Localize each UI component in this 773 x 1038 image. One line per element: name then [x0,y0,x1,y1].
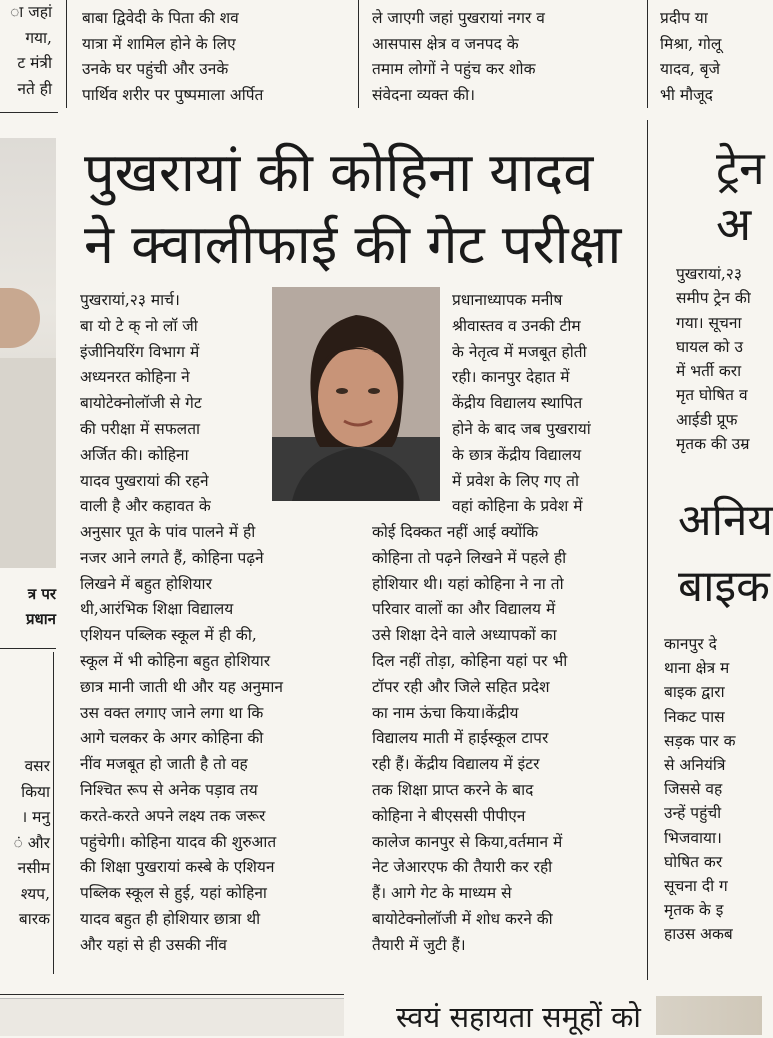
text-line: समीप ट्रेन की [676,289,751,308]
right-text-1 [676,262,762,456]
text-line: जिससे वह [664,780,723,799]
article-line: नेट जेआरएफ की तैयारी कर रही [372,858,553,877]
article-line: पहुंचेगी। कोहिना यादव की शुरुआत [80,832,277,851]
text-line: गया। सूचना [676,313,742,332]
article-line: यादव पुखरायां की रहने [80,471,209,490]
text-line: बाबा द्विवेदी के पिता की शव [82,9,239,27]
headline-line: अ [716,197,752,251]
text-line: सड़क पार क [664,731,736,750]
article-line: नींव मजबूत हो जाती है तो वह [80,755,248,774]
bottom-left-photo-edge [0,998,344,1036]
right-headline-2 [678,488,773,620]
article-line: की परीक्षा में सफलता [80,419,201,438]
article-line: के छात्र केंद्रीय विद्यालय [452,445,582,464]
article-line: बायोटेक्नोलॉजी में शोध करने की [372,909,553,928]
article-headline-line-1: पुखरायां की कोहिना यादव [84,141,594,204]
text-line: श्यप, [20,884,50,903]
text-line: कानपुर दे [664,635,717,653]
headline-line: बाइक [678,561,770,612]
text-line: गया, [25,28,52,47]
top-divider-1 [66,0,67,108]
article-line: बा यो टे क् नो लॉ जी [80,316,198,335]
article-line: का नाम ऊंचा किया।केंद्रीय [372,703,519,722]
text-line: तमाम लोगों ने पहुंच कर शोक [372,60,536,78]
text-line: वसर [24,757,50,775]
top-divider-3 [647,0,648,108]
text-line: थाना क्षेत्र म [664,659,730,678]
left-edge-caption [0,582,56,632]
top-col-2 [82,6,344,108]
article-line: एशियन पब्लिक स्कूल में ही की, [80,626,257,645]
text-line: आईडी प्रूफ [676,410,738,429]
person-portrait-icon [272,287,440,501]
article-line: इंजीनियरिंग विभाग में [80,342,200,361]
text-line: में भर्ती करा [676,362,742,381]
article-line: रही। कानपुर देहात में [452,368,570,387]
bottom-rule-left [0,994,344,995]
text-line: से अनियंत्रि [664,756,726,775]
text-line: निकट पास [664,707,725,726]
article-line: स्कूल में भी कोहिना बहुत होशियार [80,651,271,670]
article-line: की शिक्षा पुखरायां कस्बे के एशियन [80,858,275,877]
article-line: होने के बाद जब पुखरायां [452,419,591,438]
bottom-headline: स्वयं सहायता समूहों को [396,1000,641,1034]
article-line: कोहिना तो पढ़ने लिखने में पहले ही [372,548,567,567]
article-line: विद्यालय माती में हाईस्कूल टापर [372,729,549,748]
article-divider-right [647,120,648,980]
text-line: उनके घर पहुंची और उनके [82,60,229,78]
caption-line: प्रधान [26,610,56,628]
headline-line: ट्रेन [716,141,765,195]
article-line: कोई दिक्कत नहीं आई क्योंकि [372,523,539,541]
article-line: आगे चलकर के अगर कोहिना की [80,729,264,748]
text-line: किया [21,782,50,801]
left-box-edge [53,652,54,974]
left-edge-photo [0,138,56,568]
text-line: भिजवाया। [664,828,722,847]
article-line: श्रीवास्तव व उनकी टीम [452,316,581,335]
text-line: यादव, बृजे [660,60,721,78]
article-line: पुखरायां,२३ मार्च। [80,291,180,309]
bottom-right-photo-edge [656,996,762,1035]
article-headline-line-2: ने क्वालीफाई की गेट परीक्षा [84,213,622,276]
text-line: मृतक की उम्र [676,435,750,454]
article-line: पब्लिक स्कूल से हुई, यहां कोहिना [80,884,267,903]
article-line: तक शिक्षा प्राप्त करने के बाद [372,780,534,799]
article-line: और यहां से ही उसकी नींव [80,935,227,954]
right-text-2 [664,632,762,947]
article-col-a-top [80,288,262,520]
top-col-1 [0,0,52,102]
top-col-3 [372,6,638,108]
article-line: अनुसार पूत के पांव पालने में ही [80,523,256,541]
left-edge-text [0,754,50,933]
text-line: आसपास क्षेत्र व जनपद के [372,34,519,53]
article-line: वाली है और कहावत के [80,497,211,516]
text-line: उन्हें पहुंची [664,804,722,823]
text-line: सूचना दी ग [664,877,728,896]
text-line: ा जहां [10,3,52,21]
article-line: नजर आने लगते हैं, कोहिना पढ़ने [80,548,264,567]
article-line: उसे शिक्षा देने वाले अध्यापकों का [372,626,557,645]
article-line: कालेज कानपुर से किया,वर्तमान में [372,832,563,851]
article-line: छात्र मानी जाती थी और यह अनुमान [80,677,283,696]
article-line: लिखने में बहुत होशियार [80,574,212,593]
article-line: में प्रवेश के लिए गए तो [452,471,580,490]
caption-line: त्र पर [27,585,56,603]
text-line: हाउस अकब [664,925,733,944]
text-line: बाइक द्वारा [664,683,725,702]
article-col-a-bottom [80,520,342,959]
text-line: नसीम [17,859,50,877]
article-line: अध्यनरत कोहिना ने [80,368,190,387]
text-line: मृतक के इ [664,901,724,920]
text-line: यात्रा में शामिल होने के लिए [82,34,236,53]
text-line: ं और [13,833,50,852]
article-line: बायोटेक्नोलॉजी से गेट [80,394,202,413]
text-line: पुखरायां,२३ [676,265,742,283]
article-line: होशियार थी। यहां कोहिना ने ना तो [372,574,564,593]
text-line: संवेदना व्यक्त की। [372,85,476,104]
top-rule-left [0,112,58,113]
article-line: निश्चित रूप से अनेक पड़ाव तय [80,780,258,799]
right-headline-1 [716,140,765,252]
top-divider-2 [358,0,359,108]
article-line: केंद्रीय विद्यालय स्थापित [452,394,583,413]
text-line: नते ही [17,79,52,98]
article-line: थी,आरंभिक शिक्षा विद्यालय [80,600,234,619]
text-line: घोषित कर [664,852,723,871]
article-line: उस वक्त लगाए जाने लगा था कि [80,703,264,722]
article-line: परिवार वालों का और विद्यालय में [372,600,556,619]
article-line: तैयारी में जुटी हैं। [372,935,466,954]
headline-line: अनिय [678,495,773,546]
text-line: ले जाएगी जहां पुखरायां नगर व [372,9,545,27]
text-line: ट मंत्री [17,54,52,72]
text-line: मिश्रा, गोलू [660,34,722,53]
text-line: बारक [18,910,50,928]
article-line: के नेतृत्व में मजबूत होती [452,342,587,361]
article-line: अर्जित की। कोहिना [80,445,189,464]
article-line: वहां कोहिना के प्रवेश में [452,497,583,516]
text-line: । मनु [21,808,50,826]
text-line: मृत घोषित व [676,386,748,405]
text-line: पार्थिव शरीर पर पुष्पमाला अर्पित [82,85,264,104]
top-col-4 [660,6,762,108]
text-line: भी मौजूद [660,85,713,104]
article-line: कोहिना ने बीएससी पीपीएन [372,806,526,825]
article-line: करते-करते अपने लक्ष्य तक जरूर [80,806,266,825]
article-line: रही हैं। केंद्रीय विद्यालय में इंटर [372,755,540,774]
left-rule [0,648,56,649]
article-col-b-bottom [372,520,636,959]
article-line: हैं। आगे गेट के माध्यम से [372,884,512,903]
text-line: घायल को उ [676,337,743,356]
article-line: टॉपर रही और जिले सहित प्रदेश [372,677,550,696]
article-photo [272,287,440,501]
article-line: प्रधानाध्यापक मनीष [452,291,563,309]
article-line: दिल नहीं तोड़ा, कोहिना यहां पर भी [372,651,568,670]
article-col-b-top [452,288,636,520]
article-line: यादव बहुत ही होशियार छात्रा थी [80,909,261,928]
text-line: प्रदीप या [660,9,708,27]
